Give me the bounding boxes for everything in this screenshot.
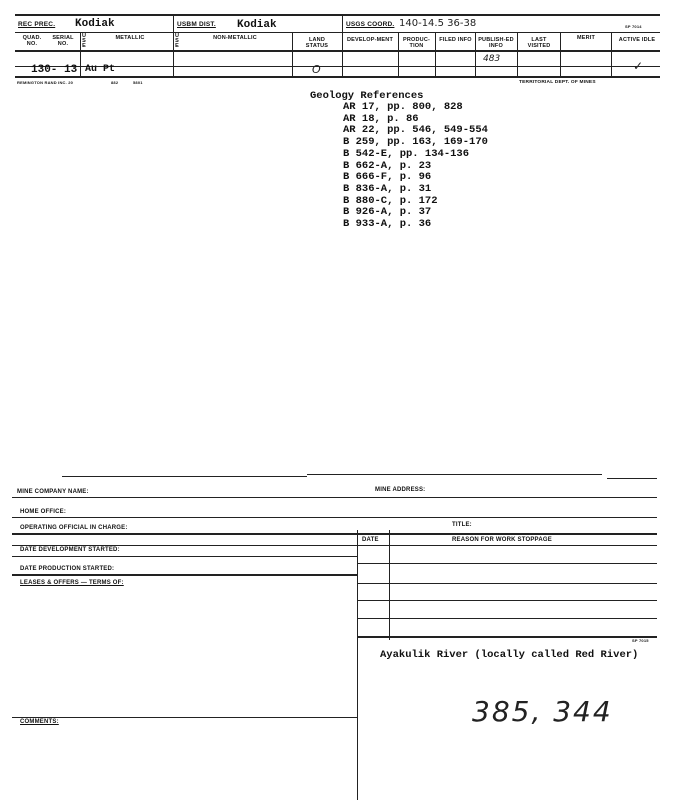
references-heading: Geology References — [310, 90, 424, 102]
handwritten-number: 385, 344 — [472, 695, 613, 728]
rec-prec-value: Kodiak — [75, 18, 115, 30]
reason-column-header: REASON FOR WORK STOPPAGE — [452, 537, 552, 543]
title-label: TITLE: — [452, 522, 472, 528]
printer-code-1: 882 — [111, 80, 119, 85]
usgs-coord-value: 140-14.5 36-38 — [399, 18, 477, 29]
col-merit: MERIT — [576, 35, 596, 41]
reference-item: B 662-A, p. 23 — [343, 159, 432, 172]
agency-name: TERRITORIAL DEPT. OF MINES — [519, 80, 596, 85]
comments-label: COMMENTS: — [20, 719, 59, 725]
col-production: PRODUC-TION — [402, 37, 431, 49]
col-filed-info: FILED INFO — [439, 37, 472, 43]
reference-item: B 542-E, pp. 134-136 — [343, 147, 470, 160]
leases-label: LEASES & OFFERS — TERMS OF: — [20, 580, 124, 586]
rec-prec-label: REC PREC. — [18, 21, 56, 28]
date-column-header: DATE — [362, 537, 379, 543]
reference-item: B 880-C, p. 172 — [343, 194, 438, 207]
home-office-label: HOME OFFICE: — [20, 509, 67, 515]
col-use-metallic: USE — [82, 33, 87, 49]
operating-official-label: OPERATING OFFICIAL IN CHARGE: — [20, 525, 128, 531]
usbm-dist-value: Kodiak — [237, 19, 277, 31]
land-status-value: O — [312, 63, 321, 76]
printer-code-2: 5801 — [133, 80, 143, 85]
index-card-back — [12, 470, 657, 800]
col-development: DEVELOP-MENT — [346, 37, 394, 43]
reference-item: B 836-A, p. 31 — [343, 182, 432, 195]
date-production-label: DATE PRODUCTION STARTED: — [20, 566, 115, 572]
usbm-dist-label: USBM DIST. — [177, 21, 216, 28]
form-number-back: SP 7015 — [632, 638, 649, 643]
reference-item: AR 22, pp. 546, 549-554 — [343, 124, 488, 137]
col-use-nonmetallic: USE — [175, 33, 180, 49]
published-info-value: 483 — [483, 54, 501, 64]
col-land-status: LAND STATUS — [305, 37, 329, 49]
col-active-idle: ACTIVE IDLE — [618, 37, 656, 43]
form-number-front: SP 7014 — [625, 24, 642, 29]
reference-item: AR 18, p. 86 — [343, 112, 419, 125]
reference-item: B 259, pp. 163, 169-170 — [343, 136, 488, 149]
col-non-metallic: NON-METALLIC — [213, 35, 257, 41]
index-card-front — [15, 14, 660, 84]
active-idle-check: ✓ — [633, 59, 644, 73]
geology-references — [310, 90, 570, 231]
mine-company-label: MINE COMPANY NAME: — [17, 489, 89, 495]
date-development-label: DATE DEVELOPMENT STARTED: — [20, 547, 120, 553]
reference-item: B 933-A, p. 36 — [343, 218, 432, 231]
usgs-coord-label: USGS COORD. — [346, 21, 395, 28]
quad-serial-value: 130- 13 — [31, 64, 78, 76]
col-quad-no: QUAD. NO. — [22, 35, 42, 47]
metallic-value: Au Pt — [85, 64, 116, 75]
reference-item: B 666-F, p. 96 — [343, 171, 432, 184]
reference-item: B 926-A, p. 37 — [343, 206, 432, 219]
references-list — [343, 102, 570, 231]
location-note: Ayakulik River (locally called Red River) — [380, 649, 639, 661]
col-published-info: PUBLISH-ED INFO — [478, 37, 514, 49]
col-metallic: METALLIC — [115, 35, 145, 41]
reference-item: AR 17, pp. 800, 828 — [343, 101, 463, 113]
mine-address-label: MINE ADDRESS: — [375, 487, 426, 493]
col-serial-no: SERIAL NO. — [52, 35, 74, 47]
printer-imprint: REMINGTON RAND INC. 20 — [17, 80, 74, 85]
col-last-visited: LAST VISITED — [527, 37, 551, 49]
